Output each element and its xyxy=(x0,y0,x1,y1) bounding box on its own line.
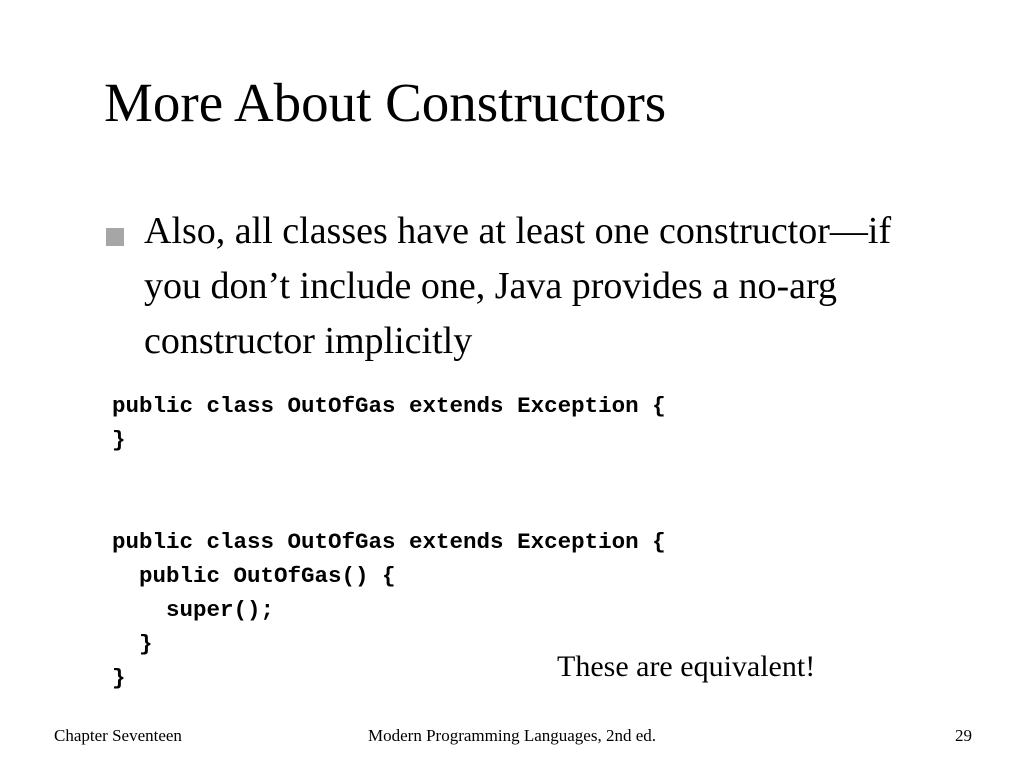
footer-page-number: 29 xyxy=(955,726,972,745)
code-line: } xyxy=(112,427,126,453)
code-line: public class OutOfGas extends Exception { xyxy=(112,393,666,419)
code-line: public class OutOfGas extends Exception { xyxy=(112,529,666,555)
bullet-list xyxy=(104,204,954,369)
code-line: } xyxy=(112,631,153,657)
code-line: } xyxy=(112,665,126,691)
code-line: super(); xyxy=(112,597,275,623)
square-bullet-icon xyxy=(106,228,124,246)
equivalence-note: These are equivalent! xyxy=(557,650,816,683)
code-example-implicit xyxy=(112,389,666,457)
slide-title: More About Constructors xyxy=(104,72,667,133)
footer-chapter: Chapter Seventeen xyxy=(54,726,182,745)
bullet-text: Also, all classes have at least one constructor—if you don’t include one, Java provides a no-arg constructor implicitly xyxy=(144,210,892,362)
code-line: public OutOfGas() { xyxy=(112,563,396,589)
footer-book-title: Modern Programming Languages, 2nd ed. xyxy=(368,726,656,745)
bullet-item xyxy=(104,204,954,369)
